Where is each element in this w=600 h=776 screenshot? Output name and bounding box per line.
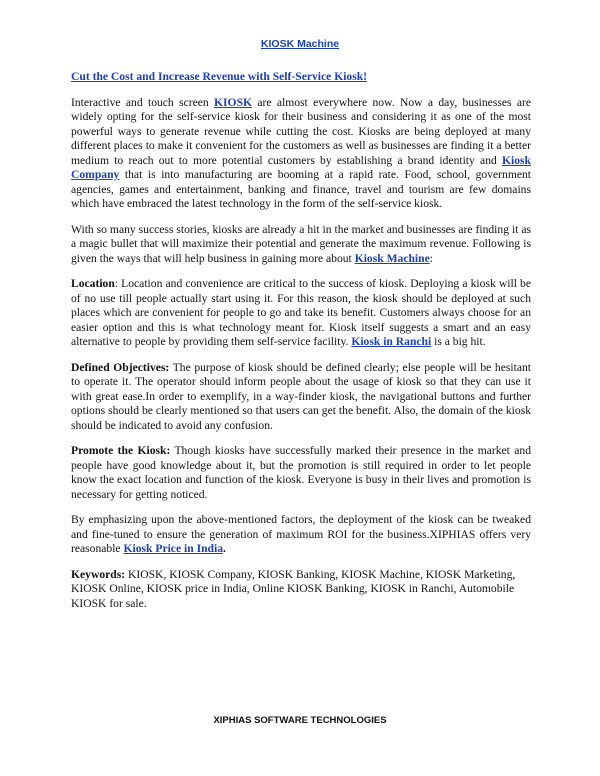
link-kiosk[interactable]: KIOSK <box>214 95 253 109</box>
paragraph-objectives <box>71 361 531 434</box>
section-label-keywords: Keywords: <box>71 567 126 581</box>
paragraph-text: With so many success stories, kiosks are already a hit in the market and businesses are finding it as a magic bullet that will maximize their potential and generate the maximum revenue. Following is given the ways that will help business in gaining more about <box>71 222 531 265</box>
paragraph-location <box>71 277 531 350</box>
document-body <box>71 70 531 622</box>
link-kiosk-price-india[interactable]: Kiosk Price in India <box>123 542 223 555</box>
paragraph-text: that is into manufacturing are booming at a rapid rate. Food, school, government agencies, games and entertainment, banking and finance, travel and tourism are few domains which have embraced the latest technology in the form of the self-service kiosk. <box>71 168 531 210</box>
paragraph-text: are almost everywhere now. Now a day, businesses are widely opting for the self-service kiosk for their business and considering it as one of the most powerful ways to generate revenue while cutting the cost. Kiosks are being deployed at many different places to make it convenient for the customers as well as businesses are finding it a better medium to reach out to more potential customers by establishing a brand identity and <box>71 95 531 167</box>
section-label-promote: Promote the Kiosk: <box>71 444 171 457</box>
page-header-title: KIOSK Machine <box>260 38 340 50</box>
link-kiosk-machine[interactable]: Kiosk Machine <box>354 251 430 265</box>
article-headline: Cut the Cost and Increase Revenue with Self-Service Kiosk! <box>71 70 368 83</box>
paragraph-intro <box>71 96 531 212</box>
link-kiosk-company[interactable]: Kiosk Company <box>71 153 531 181</box>
paragraph-conclusion <box>71 513 531 557</box>
paragraph-text: : <box>429 251 433 265</box>
paragraph-promote <box>71 444 531 502</box>
paragraph-text: By emphasizing upon the above-mentioned factors, the deployment of the kiosk can be tweaked and fine-tuned to ensure the generation of maximum ROI for the business.XIPHIAS offers very reasonable <box>71 513 531 555</box>
paragraph-success <box>71 223 531 267</box>
paragraph-keywords <box>71 568 531 612</box>
paragraph-text: Though kiosks have successfully marked their presence in the market and people have good knowledge about it, but the promotion is still required in order to let people know the exact location and function of the kiosk. Everyone is busy in their lives and promotion is necessary for getting noticed. <box>71 444 531 501</box>
section-label-objectives: Defined Objectives: <box>71 360 170 374</box>
paragraph-text: is a big hit. <box>431 335 486 348</box>
page-footer: XIPHIAS SOFTWARE TECHNOLOGIES <box>213 715 387 726</box>
section-label-location: Location <box>71 277 115 290</box>
paragraph-text: : Location and convenience are critical to the success of kiosk. Deploying a kiosk will be of no use till people actually start using it. For this reason, the kiosk should be deployed at such places which are convenient for people to go and take its benefit. Customers always choose for an easier option and this is what technology meant for. Kiosk itself suggests a smart and an easy alternative to people by providing them self-service facility. <box>71 277 531 348</box>
keywords-text: KIOSK, KIOSK Company, KIOSK Banking, KIOSK Machine, KIOSK Marketing, KIOSK Online, KIOSK price in India, Online KIOSK Banking, KIOSK in Ranchi, Automobile KIOSK for sale. <box>71 567 516 610</box>
paragraph-text: . <box>223 542 226 555</box>
paragraph-text: The purpose of kiosk should be defined clearly; else people will be hesitant to operate it. The operator should inform people about the usage of kiosk so that they can use it with great ease.In order to exemplify, in a way-finder kiosk, the navigational buttons and further options should be clearly mentioned so that users can get the benefit. Also, the domain of the kiosk should be indicated to avoid any confusion. <box>71 360 531 432</box>
paragraph-text: Interactive and touch screen <box>71 95 215 109</box>
link-kiosk-in-ranchi[interactable]: Kiosk in Ranchi <box>351 335 432 348</box>
